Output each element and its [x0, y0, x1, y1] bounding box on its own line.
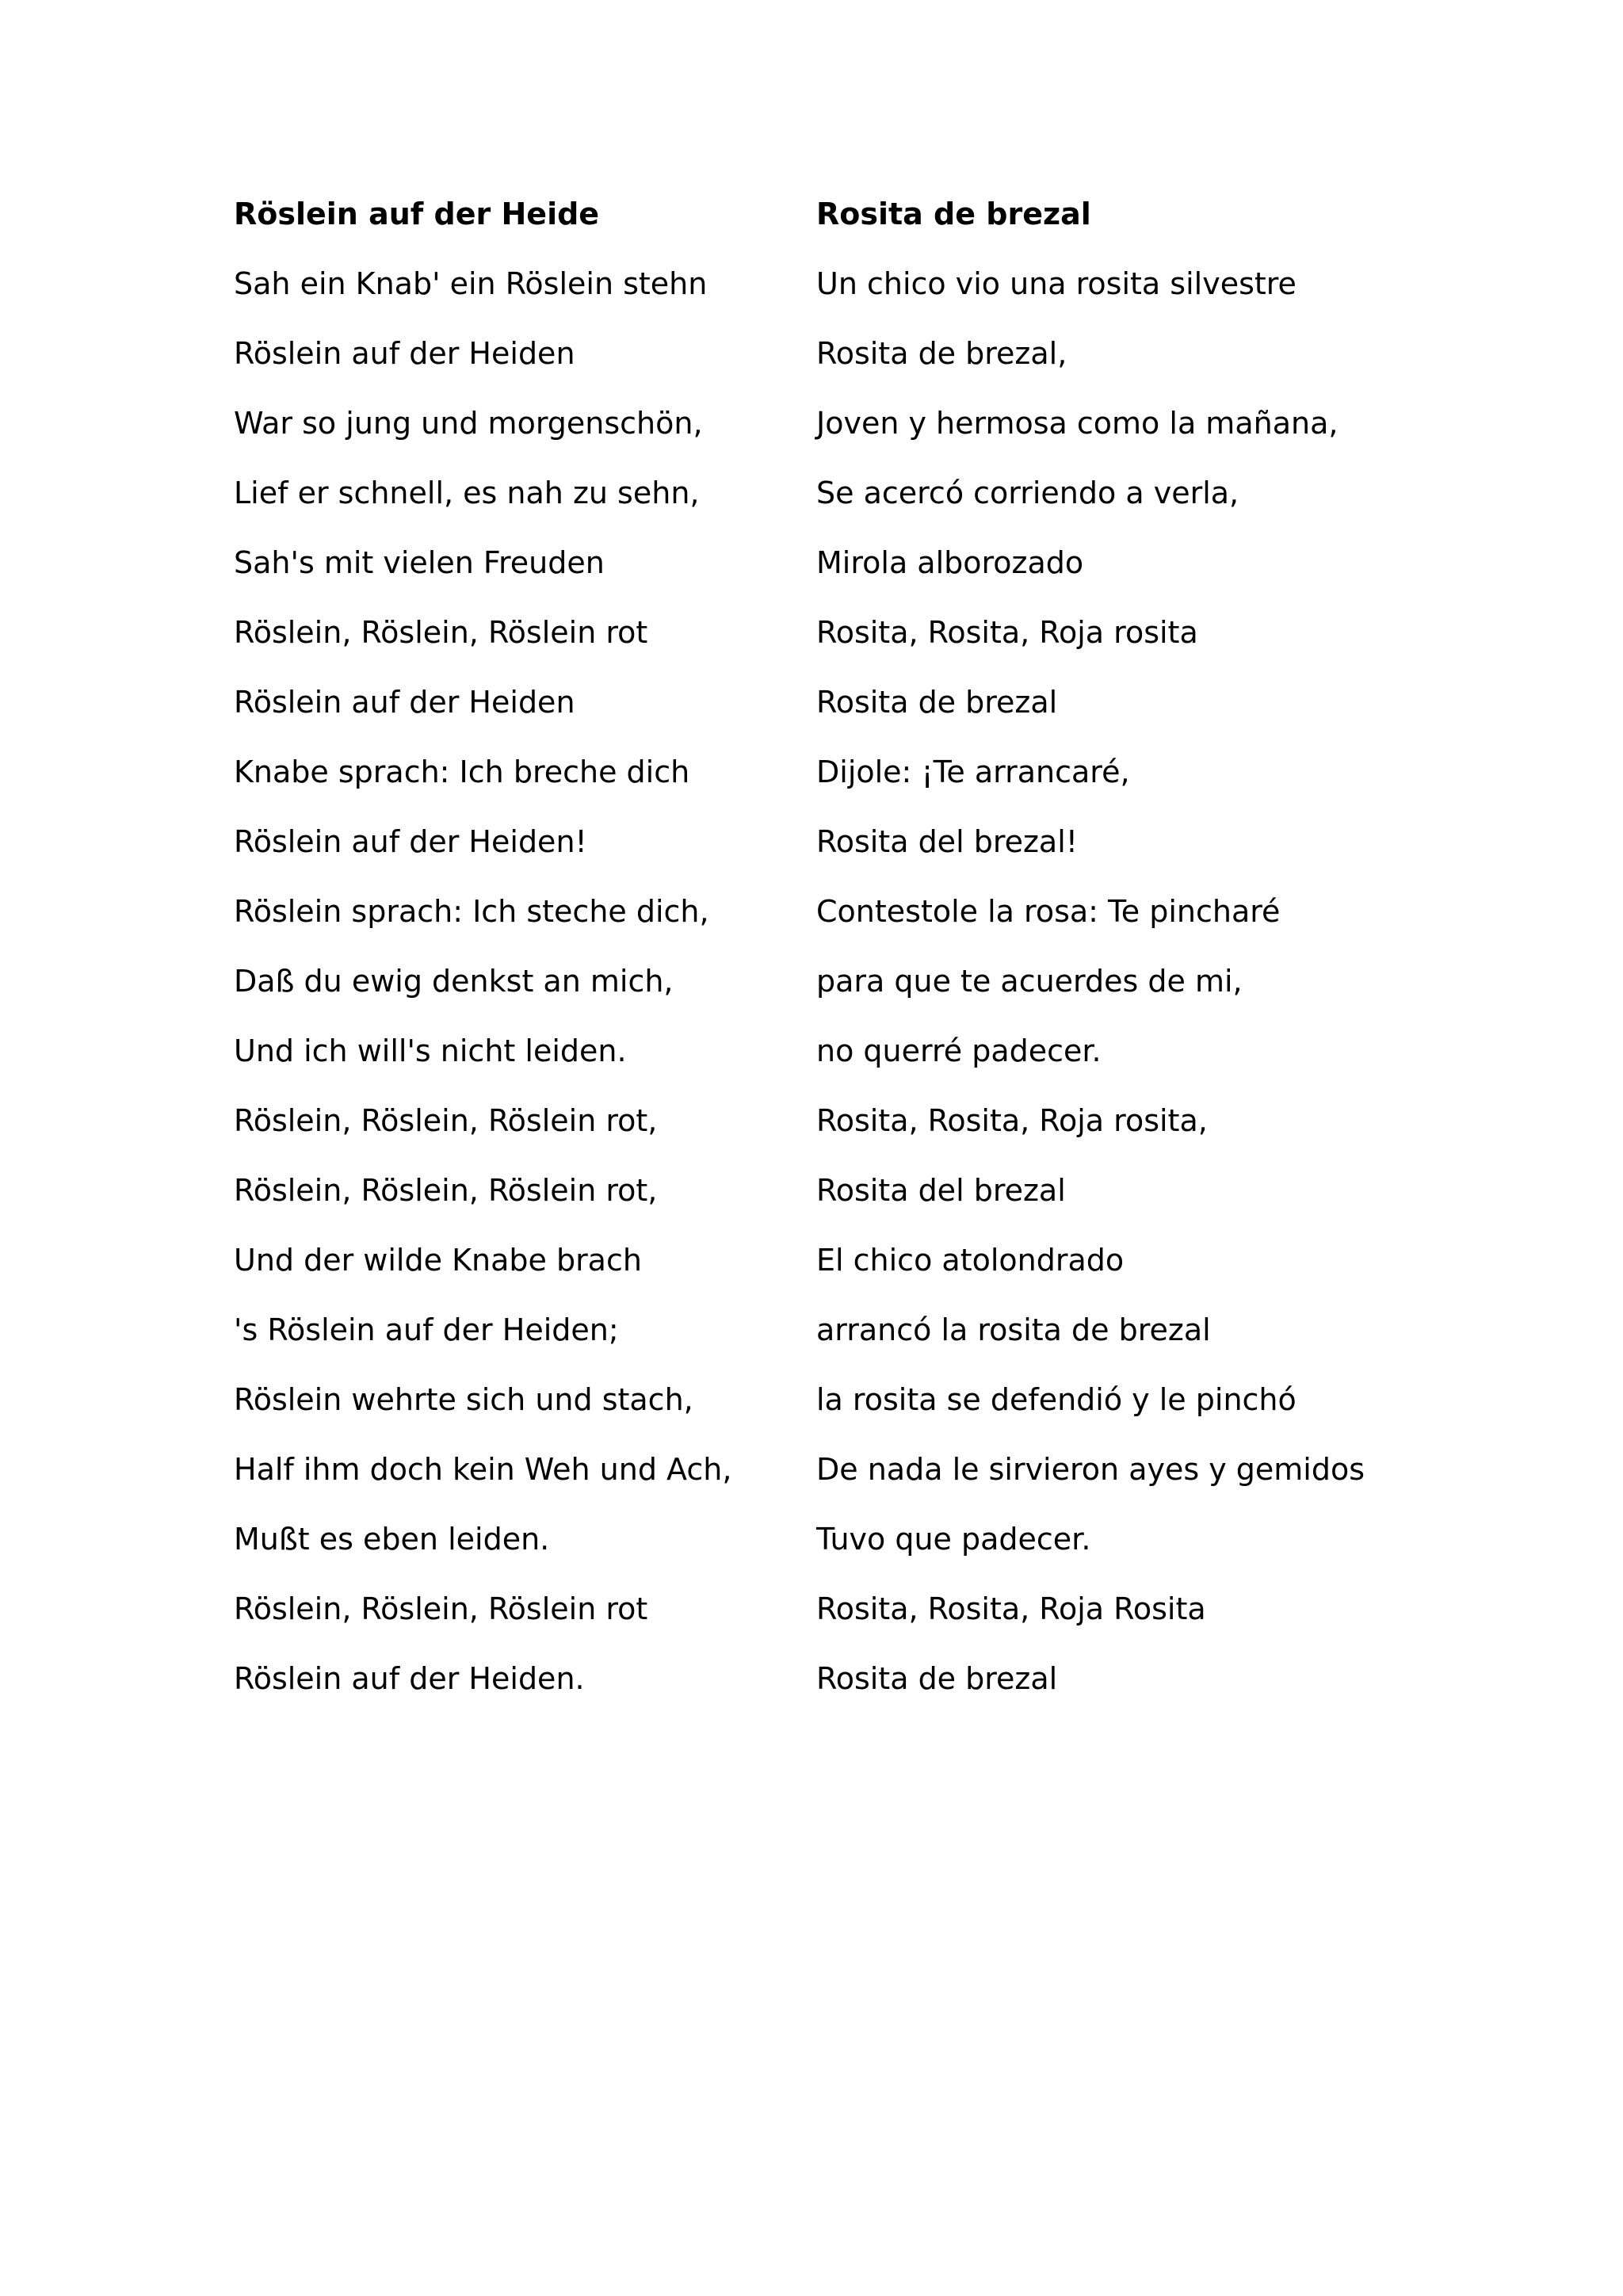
german-line: Röslein, Röslein, Röslein rot	[234, 1591, 648, 1626]
german-line: Sah's mit vielen Freuden	[234, 545, 605, 580]
german-line: Daß du ewig denkst an mich,	[234, 964, 674, 999]
german-line: Lief er schnell, es nah zu sehn,	[234, 476, 700, 510]
german-line: Knabe sprach: Ich breche dich	[234, 755, 690, 789]
german-line: Röslein, Röslein, Röslein rot,	[234, 1173, 658, 1208]
german-line: Half ihm doch kein Weh und Ach,	[234, 1452, 732, 1487]
spanish-line: Mirola alborozado	[816, 545, 1084, 580]
german-line: Röslein auf der Heiden!	[234, 824, 587, 859]
spanish-line: Se acercó corriendo a verla,	[816, 476, 1239, 510]
german-line: Röslein, Röslein, Röslein rot	[234, 615, 648, 650]
spanish-line: Tuvo que padecer.	[816, 1522, 1091, 1557]
spanish-line: Joven y hermosa como la mañana,	[816, 406, 1338, 441]
german-line: 's Röslein auf der Heiden;	[234, 1312, 619, 1347]
german-line: Röslein auf der Heiden	[234, 685, 575, 720]
spanish-line: la rosita se defendió y le pinchó	[816, 1382, 1296, 1417]
german-line: Röslein auf der Heiden.	[234, 1661, 585, 1696]
spanish-line: Rosita del brezal!	[816, 824, 1079, 859]
spanish-line: Rosita, Rosita, Roja Rosita	[816, 1591, 1206, 1626]
spanish-line: para que te acuerdes de mi,	[816, 964, 1243, 999]
spanish-line: Dijole: ¡Te arrancaré,	[816, 755, 1130, 789]
spanish-title: Rosita de brezal	[816, 197, 1091, 231]
spanish-line: Rosita, Rosita, Roja rosita	[816, 615, 1198, 650]
german-line: Und der wilde Knabe brach	[234, 1243, 642, 1278]
german-line: Sah ein Knab' ein Röslein stehn	[234, 266, 708, 301]
spanish-line: El chico atolondrado	[816, 1243, 1125, 1278]
spanish-line: arrancó la rosita de brezal	[816, 1312, 1211, 1347]
german-line: Mußt es eben leiden.	[234, 1522, 550, 1557]
spanish-line: Contestole la rosa: Te pincharé	[816, 894, 1281, 929]
spanish-line: Un chico vio una rosita silvestre	[816, 266, 1296, 301]
spanish-line: Rosita de brezal	[816, 685, 1058, 720]
german-line: War so jung und morgenschön,	[234, 406, 703, 441]
german-line: Und ich will's nicht leiden.	[234, 1033, 627, 1068]
spanish-line: Rosita, Rosita, Roja rosita,	[816, 1103, 1208, 1138]
german-line: Röslein sprach: Ich steche dich,	[234, 894, 709, 929]
spanish-line: Rosita del brezal	[816, 1173, 1066, 1208]
spanish-line: Rosita de brezal,	[816, 336, 1067, 371]
german-line: Röslein, Röslein, Röslein rot,	[234, 1103, 658, 1138]
german-line: Röslein wehrte sich und stach,	[234, 1382, 693, 1417]
spanish-line: De nada le sirvieron ayes y gemidos	[816, 1452, 1365, 1487]
spanish-line: no querré padecer.	[816, 1033, 1102, 1068]
bilingual-poem	[234, 191, 1529, 1725]
german-title: Röslein auf der Heide	[234, 197, 600, 231]
spanish-line: Rosita de brezal	[816, 1661, 1058, 1696]
german-line: Röslein auf der Heiden	[234, 336, 575, 371]
